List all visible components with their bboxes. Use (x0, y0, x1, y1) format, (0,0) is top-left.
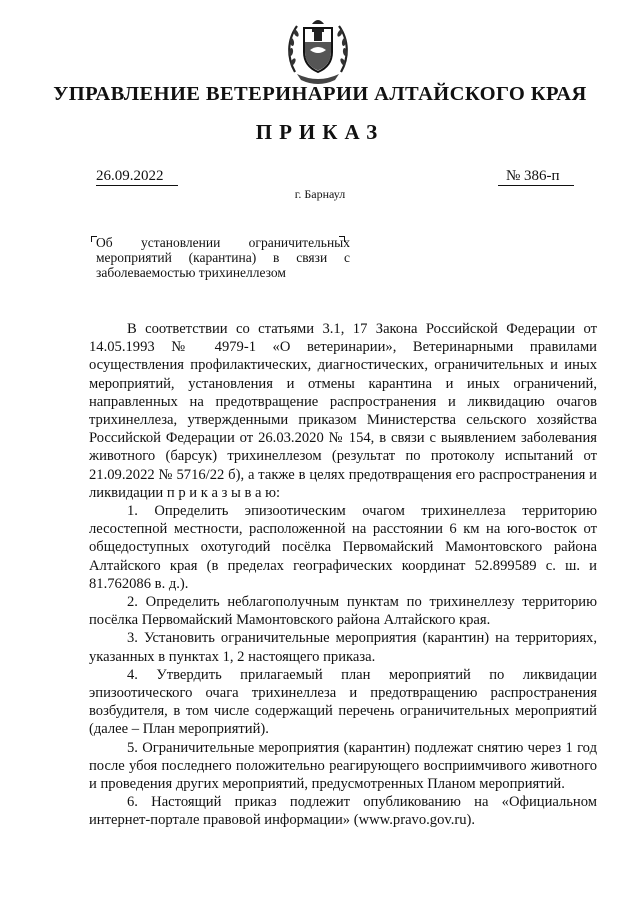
order-item-2: 2. Определить неблагополучным пунктам по трихинеллезу территорию посёлка Первомайский Мамонтовского района Алтайского края. (89, 594, 597, 629)
document-type-heading: ПРИКАЗ (255, 120, 385, 144)
order-item-4: 4. Утвердить прилагаемый план мероприятий по ликвидации эпизоотического очага трихинеллеза и предотвращению распространения возбудителя, в том числе содержащий перечень ограничительных мероприятий (далее – План мероприятий). (89, 666, 597, 738)
document-body (89, 320, 597, 830)
order-item-3: 3. Установить ограничительные мероприятия (карантин) на территориях, указанных в пунктах 1, 2 настоящего приказа. (89, 630, 597, 665)
order-item-1: 1. Определить эпизоотическим очагом трихинеллеза территорию лесостепной местности, расположенной на расстоянии 6 км на юго-восток от общедоступных охотугодий посёлка Первомайский Мамонтовского района Алтайского края (в пределах географических координат 52.899589 с. ш. и 81.762086 в. д.). (89, 503, 597, 592)
document-date: 26.09.2022 (96, 167, 178, 186)
order-item-5: 5. Ограничительные мероприятия (карантин) подлежат снятию через 1 год после убоя последнего положительно реагирующего восприимчивого животного и проведения других мероприятий, предусмотренных Планом мероприятий. (89, 739, 597, 793)
document-number: № 386-п (498, 167, 574, 186)
order-item-6: 6. Настоящий приказ подлежит опубликованию на «Официальном интернет-портале правовой информации» (www.pravo.gov.ru). (89, 794, 597, 829)
document-subject: Об установлении ограничительных мероприятий (карантина) в связи с заболеваемостью трихинеллезом (96, 235, 350, 280)
issue-city: г. Барнаул (294, 187, 346, 201)
preamble-paragraph: В соответствии со статьями 3.1, 17 Закона Российской Федерации от 14.05.1993 № 4979-1 «О ветеринарии», Ветеринарными правилами осуществления профилактических, диагностических, ограничительных и иных мероприятий, установления и отмены карантина и иных ограничений, направленных на предотвращение распространения и ликвидацию очагов трихинеллеза, утвержденными приказом Министерства сельского хозяйства Российской Федерации от 26.03.2020 № 154, в связи с выявлением заболевания животного (барсук) трихинеллезом (результат по протоколу испытаний от 21.09.2022 № 5716/22 б), а также в целях предотвращения его распространения и ликвидации п р и к а з ы в а ю: (89, 321, 597, 501)
coat-of-arms-emblem (285, 14, 351, 84)
organization-title: УПРАВЛЕНИЕ ВЕТЕРИНАРИИ АЛТАЙСКОГО КРАЯ (53, 83, 587, 105)
